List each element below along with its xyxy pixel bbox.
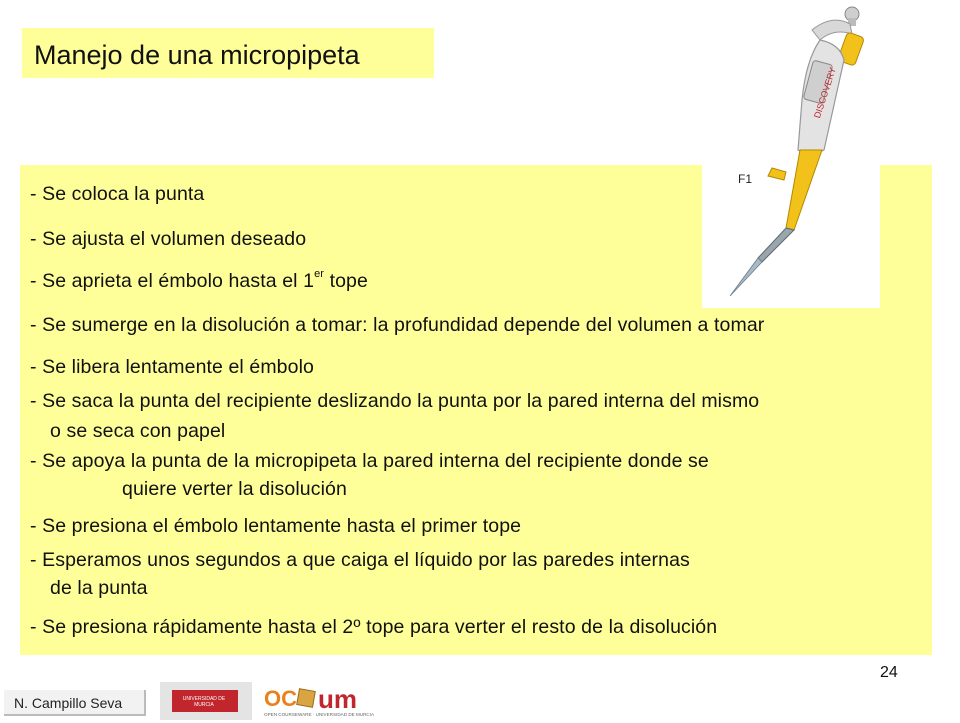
figure-label: F1 (738, 172, 753, 186)
step-10: - Se presiona rápidamente hasta el 2º tope para verter el resto de la disolución (30, 616, 718, 638)
step-7: - Se apoya la punta de la micropipeta la pared interna del recipiente donde se (30, 450, 709, 472)
step-3-superscript: er (314, 267, 325, 280)
step-5: - Se libera lentamente el émbolo (30, 356, 314, 378)
author-name: N. Campillo Seva (14, 695, 123, 711)
um-text: um (318, 684, 357, 714)
step-6-cont: o se seca con papel (50, 420, 226, 442)
step-9: - Esperamos unos segundos a que caiga el líquido por las paredes internas (30, 549, 690, 571)
step-1: - Se coloca la punta (30, 183, 205, 205)
step-8: - Se presiona el émbolo lentamente hasta el primer tope (30, 515, 522, 537)
university-logo-text: UNIVERSIDAD DE MURCIA (182, 696, 226, 708)
step-3 (30, 267, 368, 293)
brand-text: DISCOVERY (812, 66, 838, 120)
oc-text: OC (264, 686, 297, 711)
university-logo (160, 682, 252, 720)
step-9-cont: de la punta (50, 577, 148, 599)
step-7-cont: quiere verter la disolución (122, 478, 347, 500)
page-title: Manejo de una micropipeta (34, 40, 360, 70)
micropipette-illustration (702, 0, 880, 308)
step-6: - Se saca la punta del recipiente deslizando la punta por la pared interna del mismo (30, 390, 760, 412)
oc-um-logo-icon (262, 684, 378, 718)
step-4: - Se sumerge en la disolución a tomar: la profundidad depende del volumen a tomar (30, 314, 765, 336)
step-2: - Se ajusta el volumen deseado (30, 228, 307, 250)
step-3-text: - Se aprieta el émbolo hasta el 1 (30, 270, 315, 292)
title-box (22, 28, 434, 78)
step-3-suffix: tope (324, 270, 368, 292)
opencourseware-logo (262, 684, 378, 718)
author-box (4, 690, 146, 716)
oc-caption: OPEN COURSEWARE · UNIVERSIDAD DE MURCIA (264, 712, 375, 717)
page-number: 24 (880, 664, 898, 681)
pipette-image (702, 0, 880, 308)
